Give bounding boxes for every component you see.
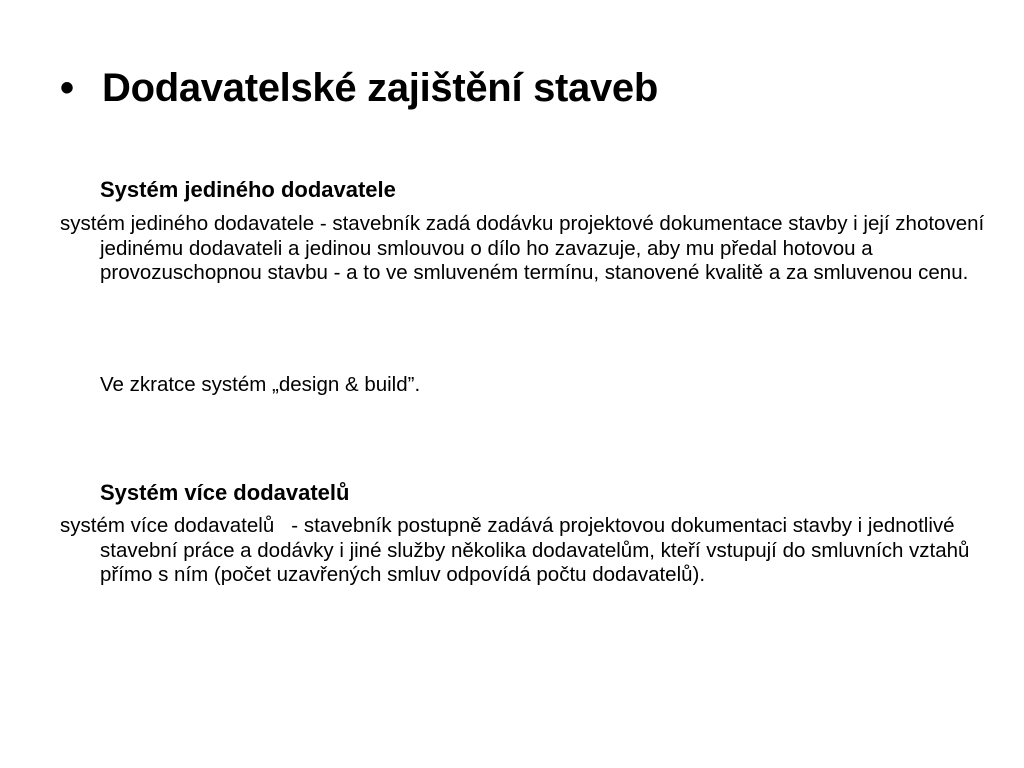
section-heading-single-contractor: Systém jediného dodavatele (100, 177, 396, 202)
slide-title: Dodavatelské zajištění staveb (102, 66, 659, 110)
title-row (60, 66, 658, 110)
section-heading-multiple-contractors: Systém více dodavatelů (100, 480, 350, 505)
design-build-note: Ve zkratce systém „design & build”. (100, 373, 421, 396)
title-bullet: • (60, 66, 75, 110)
section-text-multiple-contractors: systém více dodavatelů - stavebník postupně zadává projektovou dokumentaci stavby i jednotlivé stavební práce a dodávky i jiné služby několika dodavatelům, kteří vstupují do smluvních vztahů přímo s ním (počet uzavřených smluv odpovídá počtu dodavatelů). (60, 514, 976, 586)
section-text-single-contractor: systém jediného dodavatele - stavebník zadá dodávku projektové dokumentace stavby i její zhotovení jedinému dodavateli a jedinou smlouvou o dílo ho zavazuje, aby mu předal hotovou a provozuschopnou stavbu - a to ve smluveném termínu, stanovené kvalitě a za smluvenou cenu. (60, 212, 985, 284)
